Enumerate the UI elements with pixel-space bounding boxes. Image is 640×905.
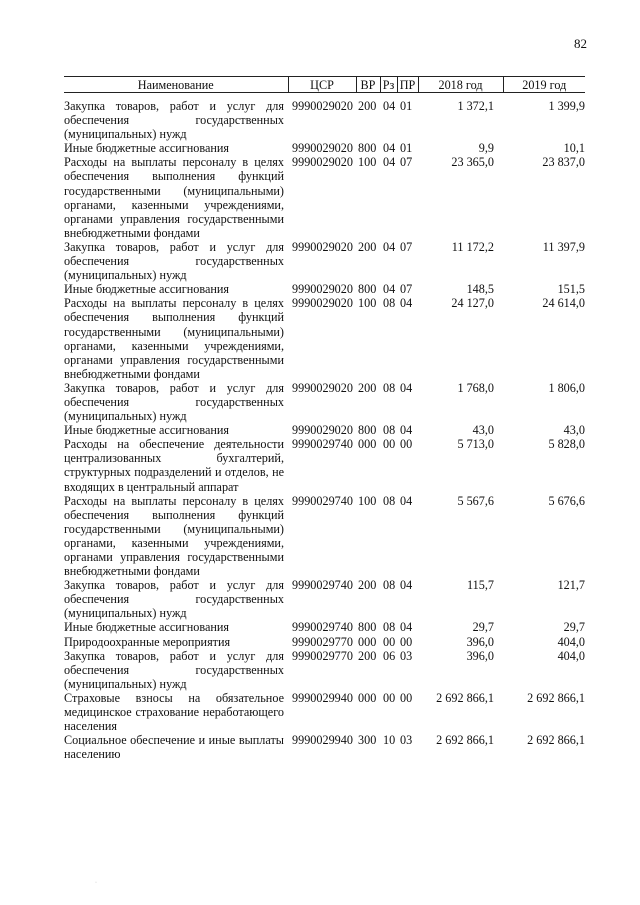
cell-pr: 04: [400, 380, 413, 395]
table-row: [64, 620, 585, 634]
cell-2019: 1 806,0: [548, 380, 585, 395]
cell-rz: 08: [383, 423, 396, 438]
table-header: [64, 77, 585, 93]
cell-rz: 10: [383, 733, 396, 748]
cell-csr: 9990029740: [292, 578, 353, 593]
cell-vr: 200: [358, 239, 377, 254]
header-pr: ПР: [397, 77, 418, 93]
cell-csr: 9990029020: [292, 155, 353, 170]
cell-2018: 1 768,0: [457, 380, 494, 395]
cell-2018: 2 692 866,1: [436, 690, 494, 705]
table-row: [64, 240, 585, 282]
cell-name: Иные бюджетные ассигнования: [64, 282, 230, 297]
cell-2019: 24 614,0: [542, 296, 585, 311]
table-row: [64, 691, 585, 733]
cell-vr: 200: [358, 648, 377, 663]
cell-csr: 9990029020: [292, 423, 353, 438]
cell-pr: 04: [400, 493, 413, 508]
cell-vr: 100: [358, 493, 377, 508]
table-row: [64, 733, 585, 761]
cell-name: Природоохранные мероприятия: [64, 634, 231, 649]
cell-name: Страховые взносы на обязательное медицинское страхование неработающего населения: [64, 690, 284, 734]
table-row: [64, 649, 585, 691]
table-row: [64, 635, 585, 649]
header-vr: ВР: [356, 77, 380, 93]
cell-name: Расходы на выплаты персоналу в целях обеспечения выполнения функций государственными (муниципальными) органами, казенными учреждениями, органами управления государственными внебюджетными фондами: [64, 296, 284, 381]
cell-vr: 000: [358, 437, 377, 452]
cell-pr: 07: [400, 155, 413, 170]
cell-2019: 11 397,9: [542, 239, 585, 254]
cell-csr: 9990029740: [292, 437, 353, 452]
cell-rz: 04: [383, 99, 396, 113]
cell-pr: 03: [400, 648, 413, 663]
cell-vr: 800: [358, 620, 377, 635]
cell-vr: 300: [358, 733, 377, 748]
cell-pr: 03: [400, 733, 413, 748]
cell-csr: 9990029740: [292, 620, 353, 635]
cell-2018: 9,9: [478, 141, 494, 156]
cell-vr: 800: [358, 282, 377, 297]
cell-rz: 08: [383, 296, 396, 311]
cell-csr: 9990029740: [292, 493, 353, 508]
cell-pr: 00: [400, 634, 413, 649]
cell-csr: 9990029020: [292, 282, 353, 297]
cell-name: Закупка товаров, работ и услуг для обеспечения государственных (муниципальных) нужд: [64, 239, 284, 283]
cell-vr: 100: [358, 296, 377, 311]
cell-vr: 800: [358, 141, 377, 156]
cell-2019: 5 828,0: [548, 437, 585, 452]
cell-pr: 04: [400, 620, 413, 635]
cell-2018: 396,0: [466, 634, 494, 649]
cell-pr: 07: [400, 282, 413, 297]
cell-vr: 200: [358, 380, 377, 395]
cell-pr: 00: [400, 690, 413, 705]
cell-vr: 800: [358, 423, 377, 438]
cell-name: Закупка товаров, работ и услуг для обеспечения государственных (муниципальных) нужд: [64, 380, 284, 424]
cell-csr: 9990029020: [292, 99, 353, 113]
cell-rz: 08: [383, 493, 396, 508]
cell-name: Расходы на обеспечение деятельности централизованных бухгалтерий, структурных подразделений и отделов, не входящих в центральный аппарат: [64, 437, 284, 494]
cell-name: Социальное обеспечение и иные выплаты населению: [64, 733, 284, 762]
cell-2019: 121,7: [557, 578, 585, 593]
cell-csr: 9990029020: [292, 296, 353, 311]
budget-table: [64, 76, 585, 761]
cell-2019: 404,0: [557, 634, 585, 649]
cell-2018: 29,7: [472, 620, 494, 635]
cell-2018: 396,0: [466, 648, 494, 663]
cell-rz: 00: [383, 437, 396, 452]
table-row: [64, 381, 585, 423]
cell-pr: 04: [400, 578, 413, 593]
cell-csr: 9990029020: [292, 141, 353, 156]
cell-name: Иные бюджетные ассигнования: [64, 141, 230, 156]
cell-2018: 24 127,0: [451, 296, 494, 311]
cell-rz: 04: [383, 282, 396, 297]
cell-vr: 200: [358, 99, 377, 113]
cell-csr: 9990029770: [292, 634, 353, 649]
cell-rz: 08: [383, 620, 396, 635]
cell-2019: 23 837,0: [542, 155, 585, 170]
cell-rz: 00: [383, 690, 396, 705]
cell-vr: 100: [358, 155, 377, 170]
cell-pr: 04: [400, 296, 413, 311]
header-csr: ЦСР: [288, 77, 356, 93]
cell-name: Иные бюджетные ассигнования: [64, 423, 230, 438]
cell-name: Расходы на выплаты персоналу в целях обеспечения выполнения функций государственными (муниципальными) органами, казенными учреждениями, органами управления государственными внебюджетными фондами: [64, 155, 284, 240]
page-number: 82: [574, 36, 587, 51]
header-2018: 2018 год: [418, 77, 503, 93]
cell-vr: 200: [358, 578, 377, 593]
cell-name: Закупка товаров, работ и услуг для обеспечения государственных (муниципальных) нужд: [64, 99, 284, 142]
cell-2019: 43,0: [563, 423, 585, 438]
scan-speck: ·: [95, 880, 97, 886]
cell-rz: 04: [383, 141, 396, 156]
table-row: [64, 296, 585, 381]
cell-csr: 9990029020: [292, 380, 353, 395]
table-row: [64, 578, 585, 620]
cell-2018: 43,0: [472, 423, 494, 438]
cell-2019: 151,5: [557, 282, 585, 297]
cell-2018: 1 372,1: [457, 99, 494, 113]
cell-name: Иные бюджетные ассигнования: [64, 620, 230, 635]
table-row: [64, 155, 585, 240]
cell-2019: 2 692 866,1: [527, 733, 585, 748]
table-row: [64, 282, 585, 296]
header-name: Наименование: [64, 77, 288, 93]
cell-2019: 404,0: [557, 648, 585, 663]
cell-2018: 148,5: [466, 282, 494, 297]
cell-pr: 04: [400, 423, 413, 438]
cell-rz: 04: [383, 239, 396, 254]
cell-csr: 9990029020: [292, 239, 353, 254]
cell-csr: 9990029770: [292, 648, 353, 663]
cell-rz: 04: [383, 155, 396, 170]
cell-name: Закупка товаров, работ и услуг для обеспечения государственных (муниципальных) нужд: [64, 648, 284, 691]
cell-vr: 000: [358, 634, 377, 649]
cell-rz: 08: [383, 578, 396, 593]
cell-pr: 01: [400, 99, 413, 113]
cell-pr: 01: [400, 141, 413, 156]
table-row: [64, 437, 585, 493]
cell-2019: 1 399,9: [548, 99, 585, 113]
cell-2019: 2 692 866,1: [527, 690, 585, 705]
cell-name: Закупка товаров, работ и услуг для обеспечения государственных (муниципальных) нужд: [64, 578, 284, 621]
cell-2019: 29,7: [563, 620, 585, 635]
cell-name: Расходы на выплаты персоналу в целях обеспечения выполнения функций государственными (муниципальными) органами, казенными учреждениями, органами управления государственными внебюджетными фондами: [64, 493, 284, 579]
cell-csr: 9990029940: [292, 733, 353, 748]
cell-2018: 23 365,0: [451, 155, 494, 170]
cell-2019: 5 676,6: [548, 493, 585, 508]
table-row: [64, 93, 585, 142]
cell-pr: 07: [400, 239, 413, 254]
cell-rz: 00: [383, 634, 396, 649]
cell-2018: 11 172,2: [451, 239, 494, 254]
table-row: [64, 141, 585, 155]
cell-2018: 5 567,6: [457, 493, 494, 508]
cell-rz: 06: [383, 648, 396, 663]
cell-pr: 00: [400, 437, 413, 452]
header-2019: 2019 год: [503, 77, 585, 93]
cell-2018: 115,7: [467, 578, 494, 593]
table-row: [64, 494, 585, 579]
cell-vr: 000: [358, 690, 377, 705]
cell-2018: 5 713,0: [457, 437, 494, 452]
table-row: [64, 423, 585, 437]
table-body: [64, 93, 585, 762]
cell-2019: 10,1: [563, 141, 585, 156]
cell-2018: 2 692 866,1: [436, 733, 494, 748]
cell-rz: 08: [383, 380, 396, 395]
cell-csr: 9990029940: [292, 690, 353, 705]
header-rz: Рз: [380, 77, 397, 93]
